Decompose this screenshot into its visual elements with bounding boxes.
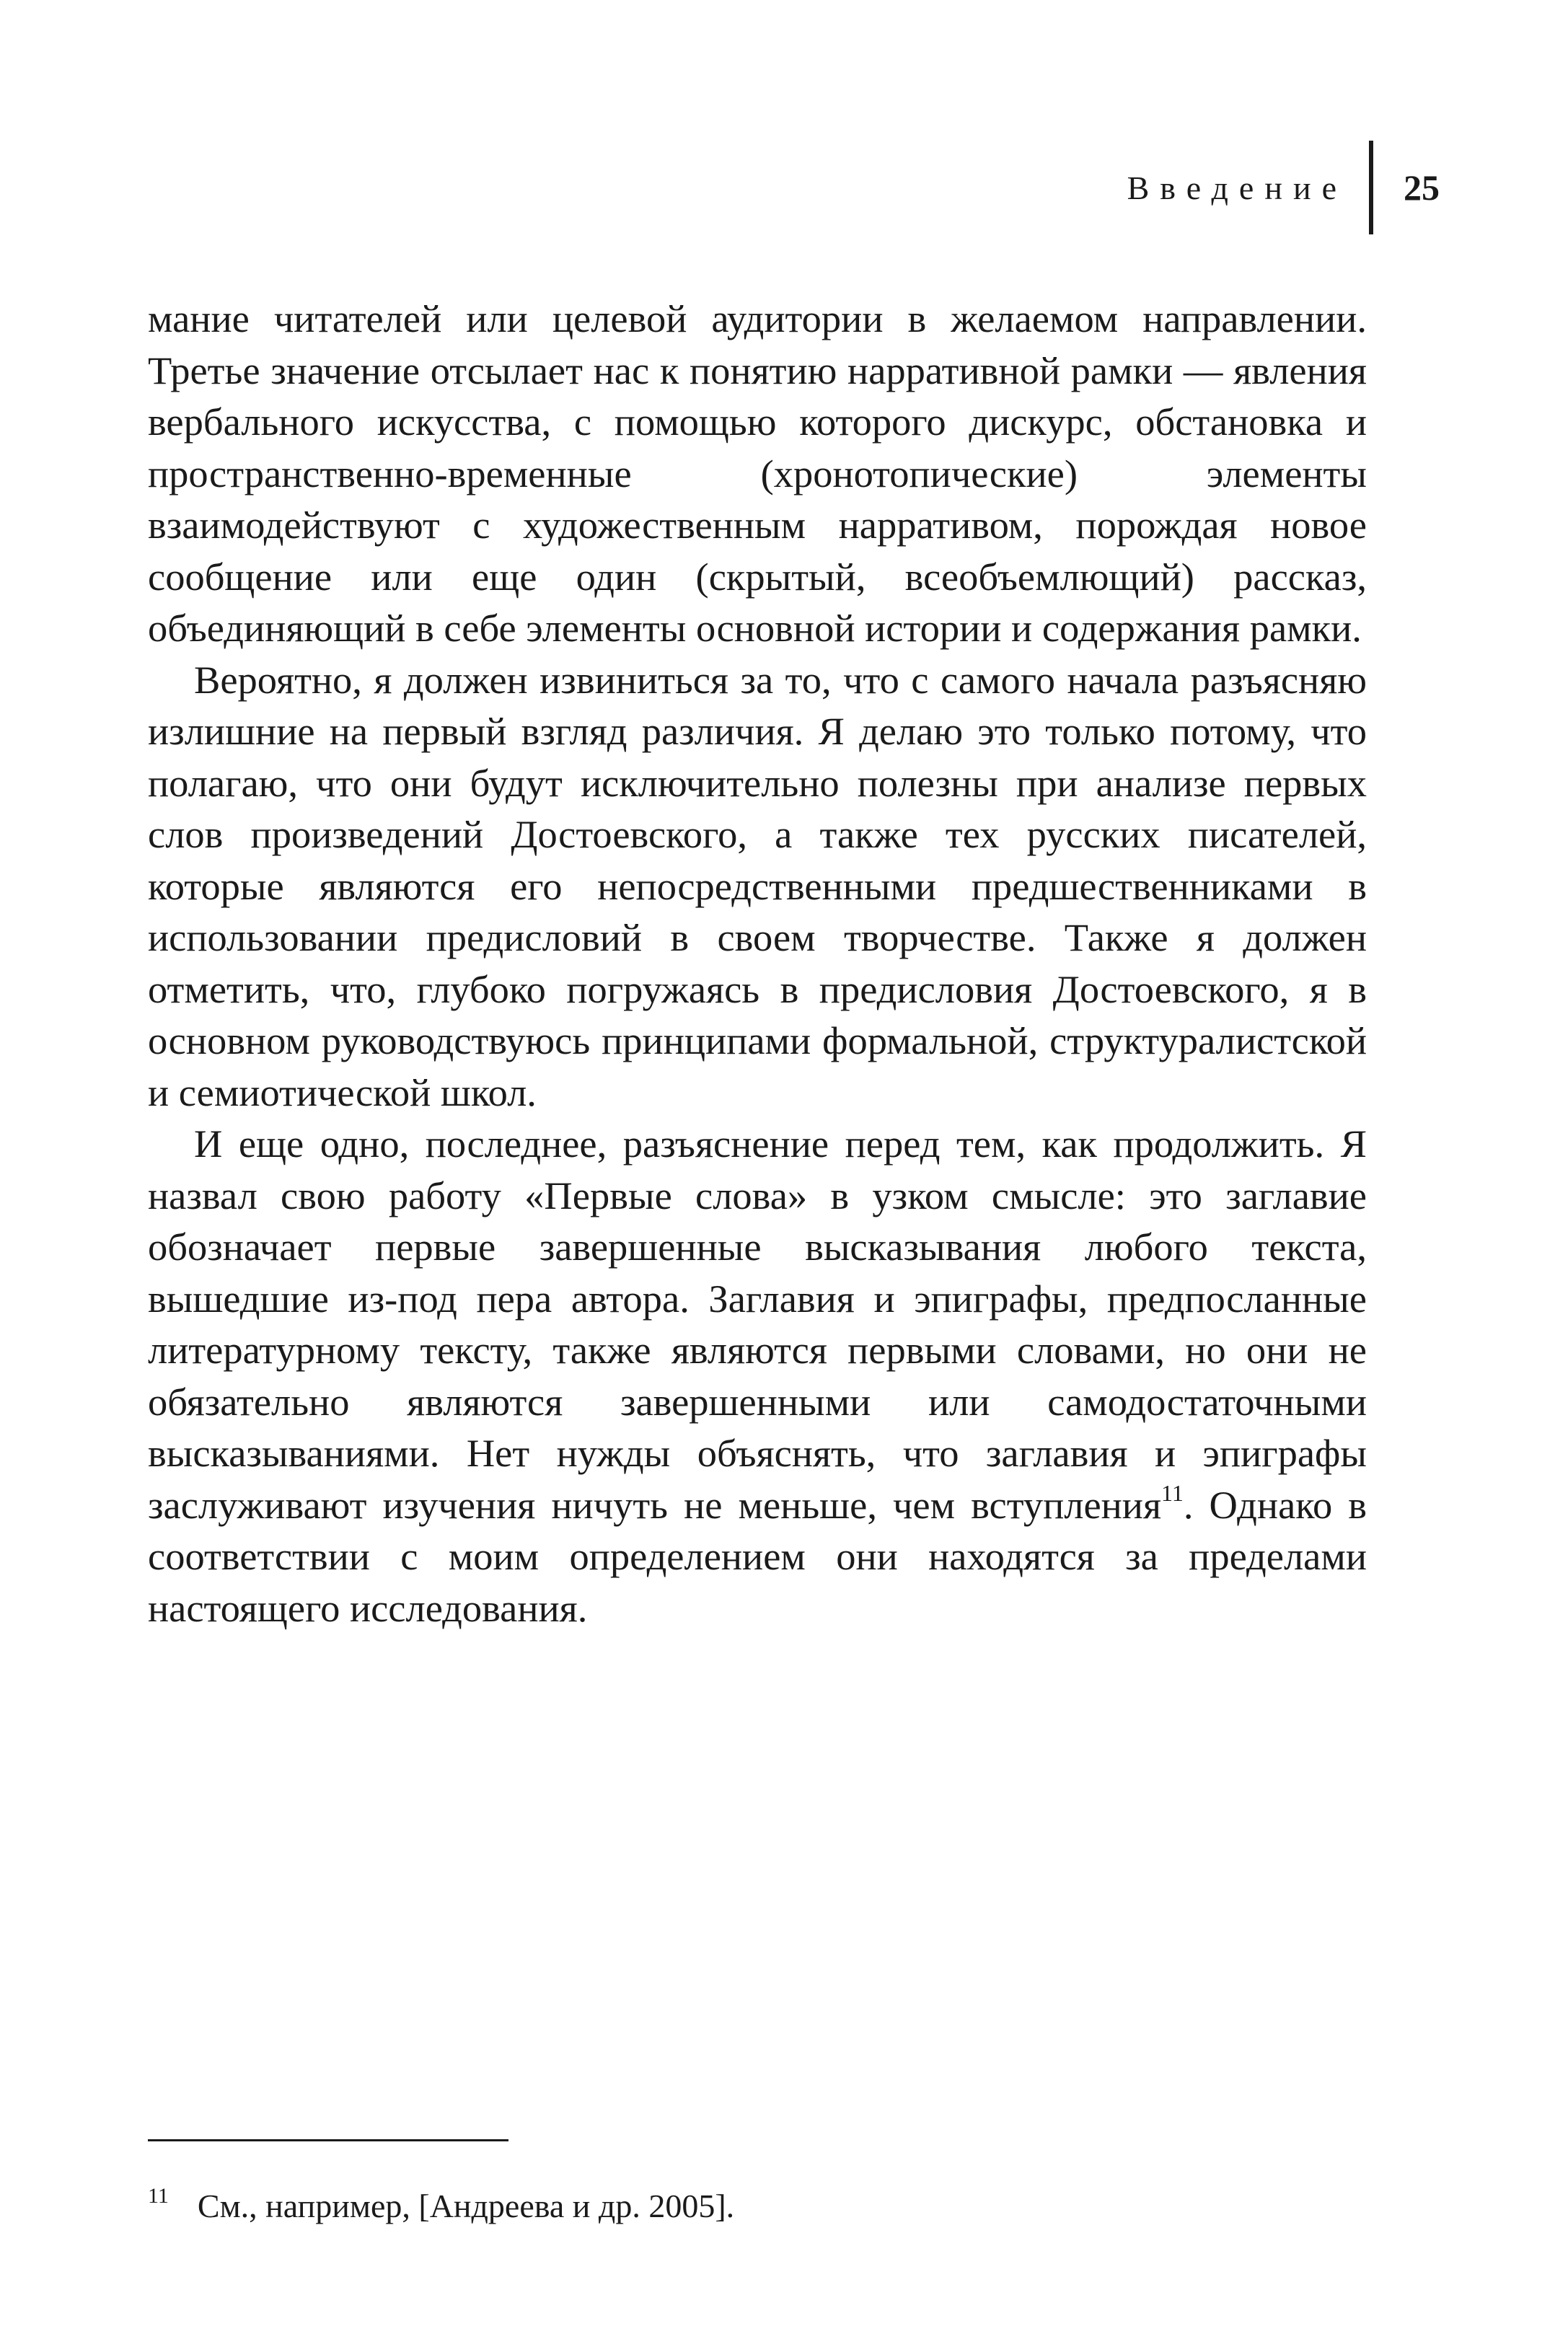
paragraph-3 [148,1118,1367,1634]
running-head [1127,148,1440,227]
paragraph-3-text-b: . Однако в соответствии с моим определением они находятся за пределами настоящего исследования. [148,1482,1367,1630]
footnote [148,2185,1367,2227]
footnote-number: 11 [148,2184,169,2208]
paragraph-1: мание читателей или целевой аудитории в желаемом направлении. Третье значение отсылает нас к понятию нарративной рамки — явления вербального искусства, с помощью которого дискурс, обстановка и пространственно-временные (хронотопические) элементы взаимодействуют с художественным нарративом, порождая новое сообщение или еще один (скрытый, всеобъемлющий) рассказ, объединяющий в себе элементы основной истории и содержания рамки. [148,296,1367,650]
main-text [148,293,1367,1634]
footnote-reference[interactable]: 11 [1161,1479,1184,1506]
header-divider [1369,141,1373,234]
running-title: Введение [1127,169,1347,206]
page-number: 25 [1404,167,1440,208]
footnote-separator [148,2139,508,2141]
footnote-text: См., например, [Андреева и др. 2005]. [197,2188,735,2224]
paragraph-3-text-a: И еще одно, последнее, разъяснение перед тем, как продолжить. Я назвал свою работу «Первые слова» в узком смысле: это заглавие обозначает первые завершенные высказывания любого текста, вышедшие из-под пера автора. Заглавия и эпиграфы, предпосланные литературному тексту, также являются первыми словами, но они не обязательно являются завершенными или самодостаточными высказываниями. Нет нужды объяснять, что заглавия и эпиграфы заслуживают изучения ничуть не меньше, чем вступления [148,1122,1367,1527]
paragraph-2: Вероятно, я должен извиниться за то, что с самого начала разъясняю излишние на первый взгляд различия. Я делаю это только потому, что полагаю, что они будут исключительно полезны при анализе первых слов произведений Достоевского, а также тех русских писателей, которые являются его непосредственными предшественниками в использовании предисловий в своем творчестве. Также я должен отметить, что, глубоко погружаясь в предисловия Достоевского, я в основном руководствуюсь принципами формальной, структуралистской и семиотической школ. [148,657,1367,1114]
